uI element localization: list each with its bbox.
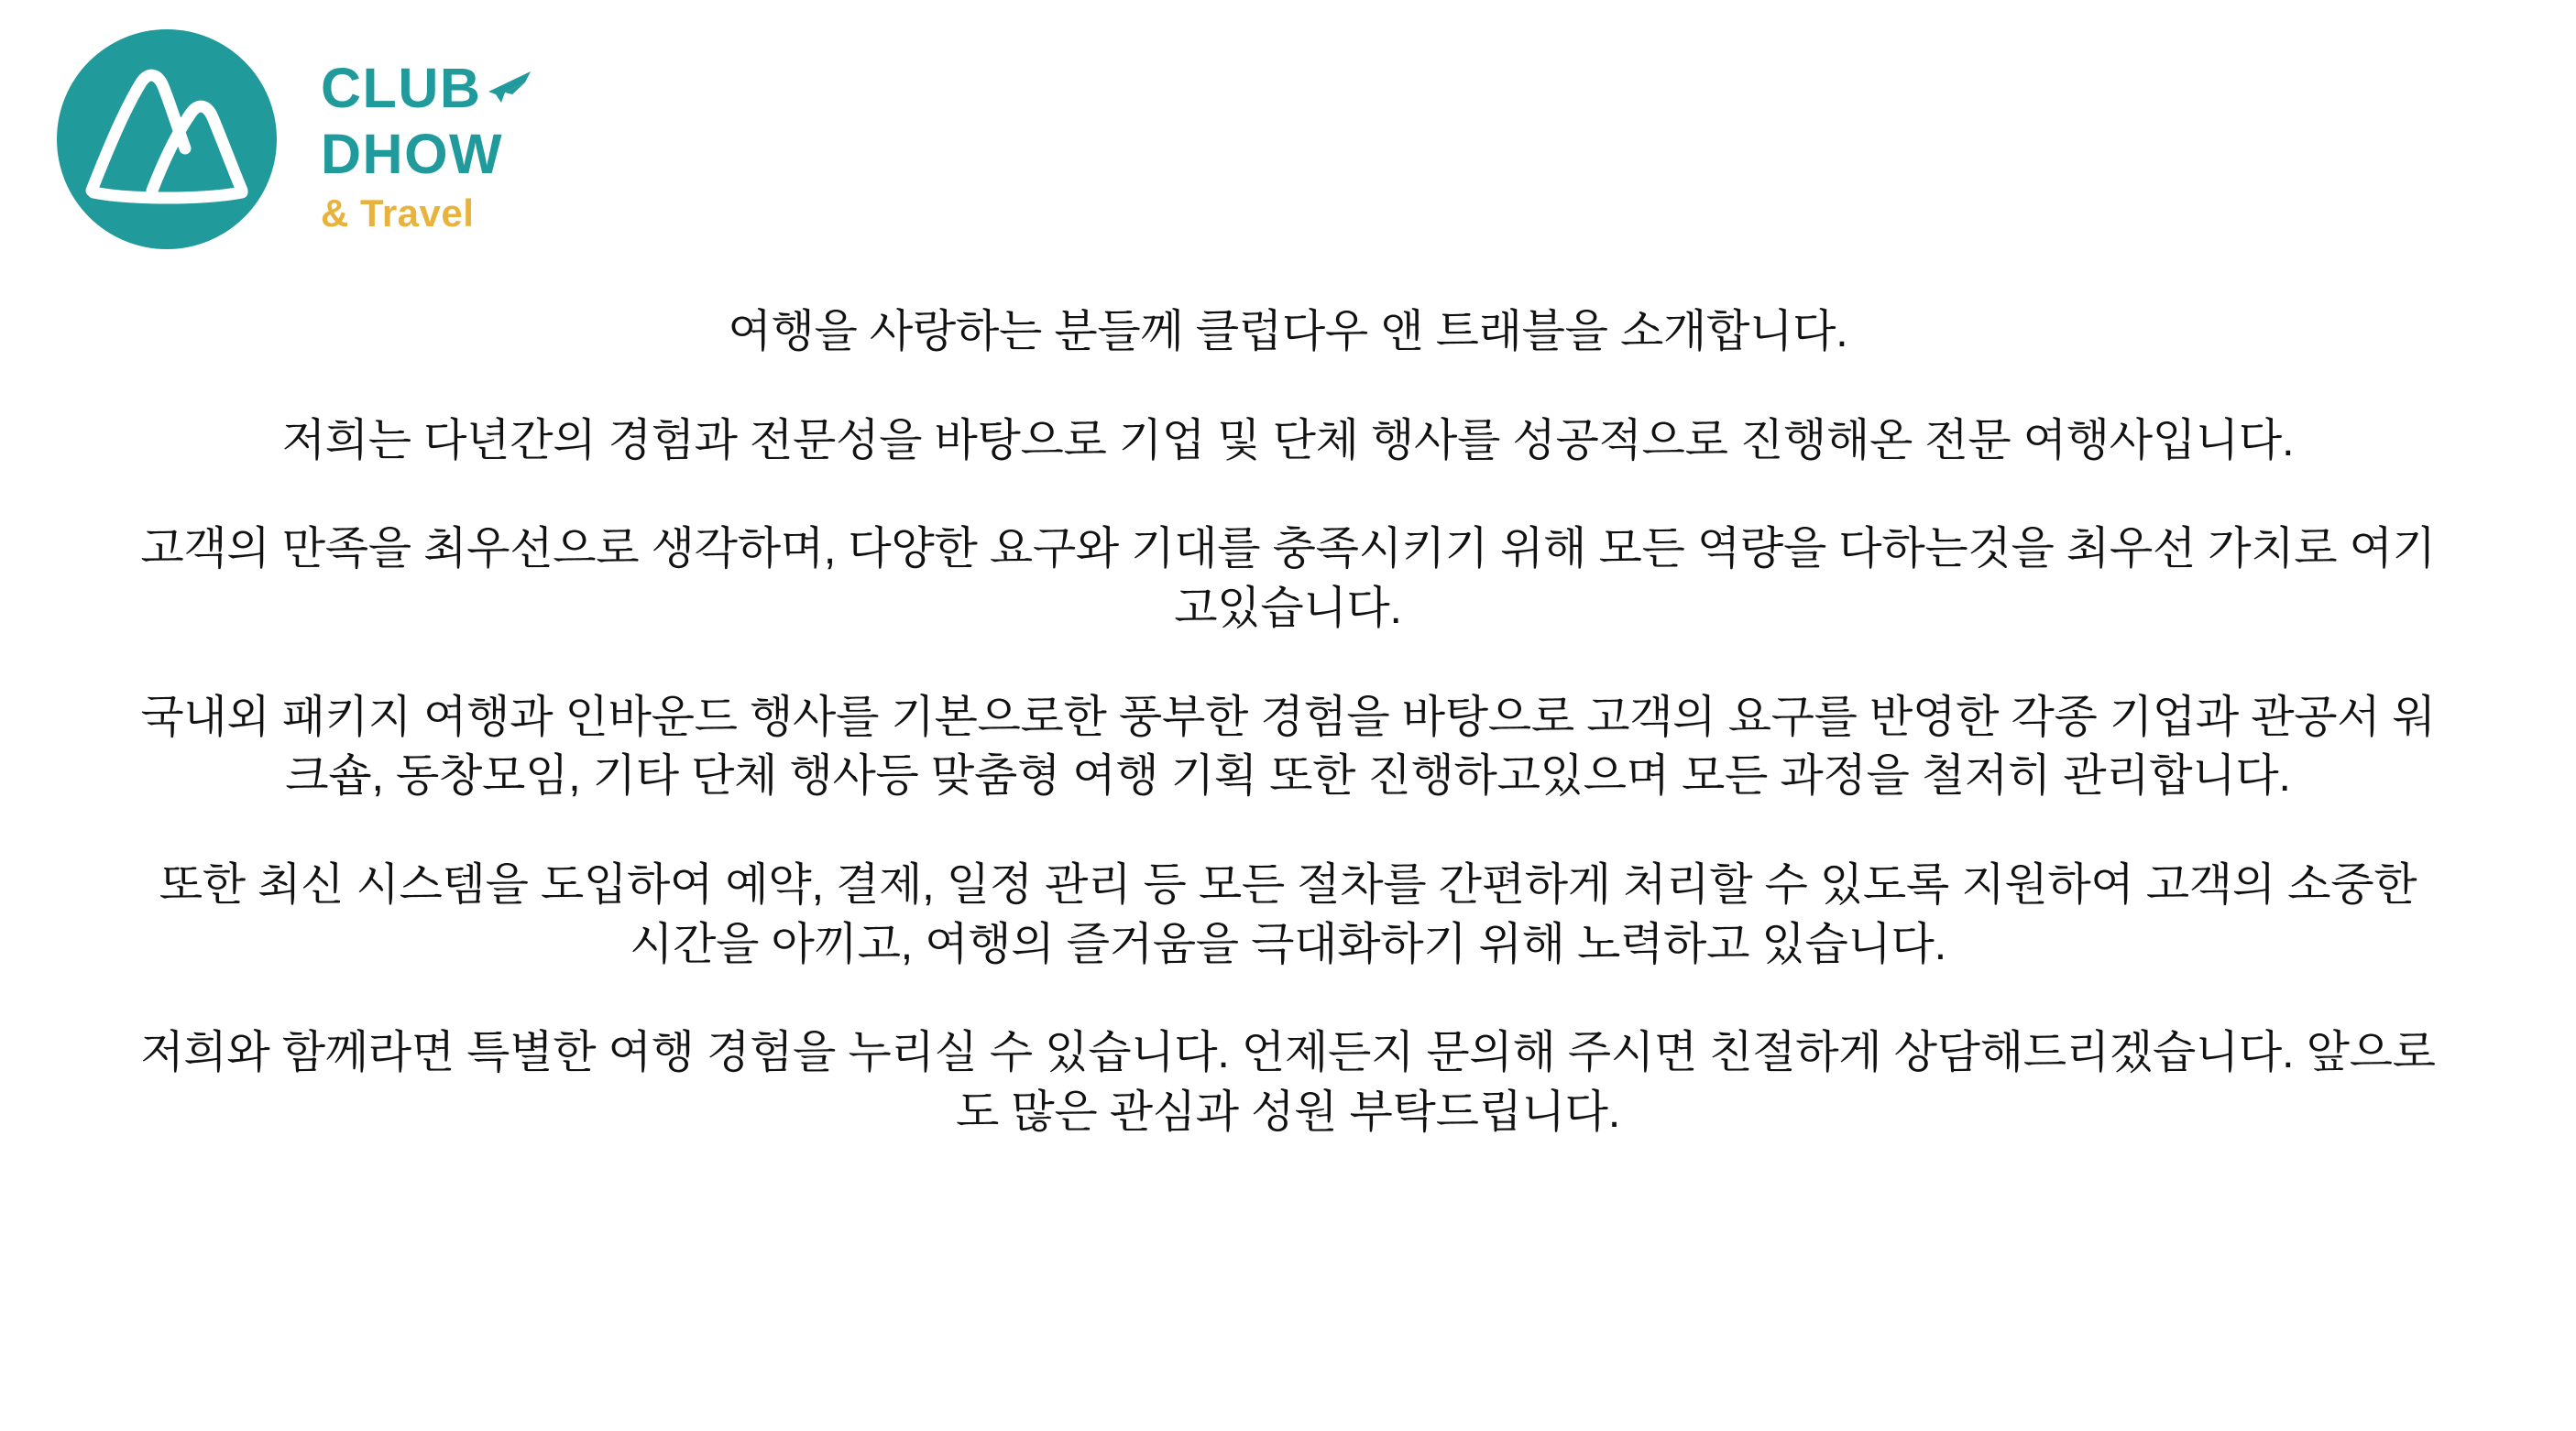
brand-logo bbox=[57, 20, 533, 249]
intro-paragraph: 또한 최신 시스템을 도입하여 예약, 결제, 일정 관리 등 모든 절차를 간편하게 처리할 수 있도록 지원하여 고객의 소중한 시간을 아끼고, 여행의 즐거움을 극대화하기 위해 노력하고 있습니다. bbox=[159, 860, 2417, 969]
mountain-circle-icon bbox=[57, 29, 277, 249]
airplane-icon bbox=[485, 58, 538, 100]
logo-text-dhow: DHOW bbox=[321, 123, 504, 186]
company-introduction-text bbox=[0, 302, 2576, 1142]
brand-wordmark bbox=[321, 59, 596, 235]
logo-text-club: CLUB bbox=[321, 57, 482, 119]
intro-paragraph: 고객의 만족을 최우선으로 생각하며, 다양한 요구와 기대를 충족시키기 위해 모든 역량을 다하는것을 최우선 가치로 여기고있습니다. bbox=[140, 524, 2436, 634]
intro-paragraph: 여행을 사랑하는 분들께 클럽다우 앤 트래블을 소개합니다. bbox=[728, 307, 1848, 356]
intro-paragraph: 국내외 패키지 여행과 인바운드 행사를 기본으로한 풍부한 경험을 바탕으로 고객의 요구를 반영한 각종 기업과 관공서 워크숍, 동창모임, 기타 단체 행사등 맞춤형 여행 기획 또한 진행하고있으며 모든 과정을 철저히 관리합니다. bbox=[140, 692, 2436, 802]
logo-text-travel: & Travel bbox=[321, 191, 475, 235]
intro-paragraph: 저희와 함께라면 특별한 여행 경험을 누리실 수 있습니다. 언제든지 문의해 주시면 친절하게 상담해드리겠습니다. 앞으로도 많은 관심과 성원 부탁드립니다. bbox=[140, 1028, 2436, 1138]
intro-paragraph: 저희는 다년간의 경험과 전문성을 바탕으로 기업 및 단체 행사를 성공적으로 진행해온 전문 여행사입니다. bbox=[281, 415, 2295, 465]
